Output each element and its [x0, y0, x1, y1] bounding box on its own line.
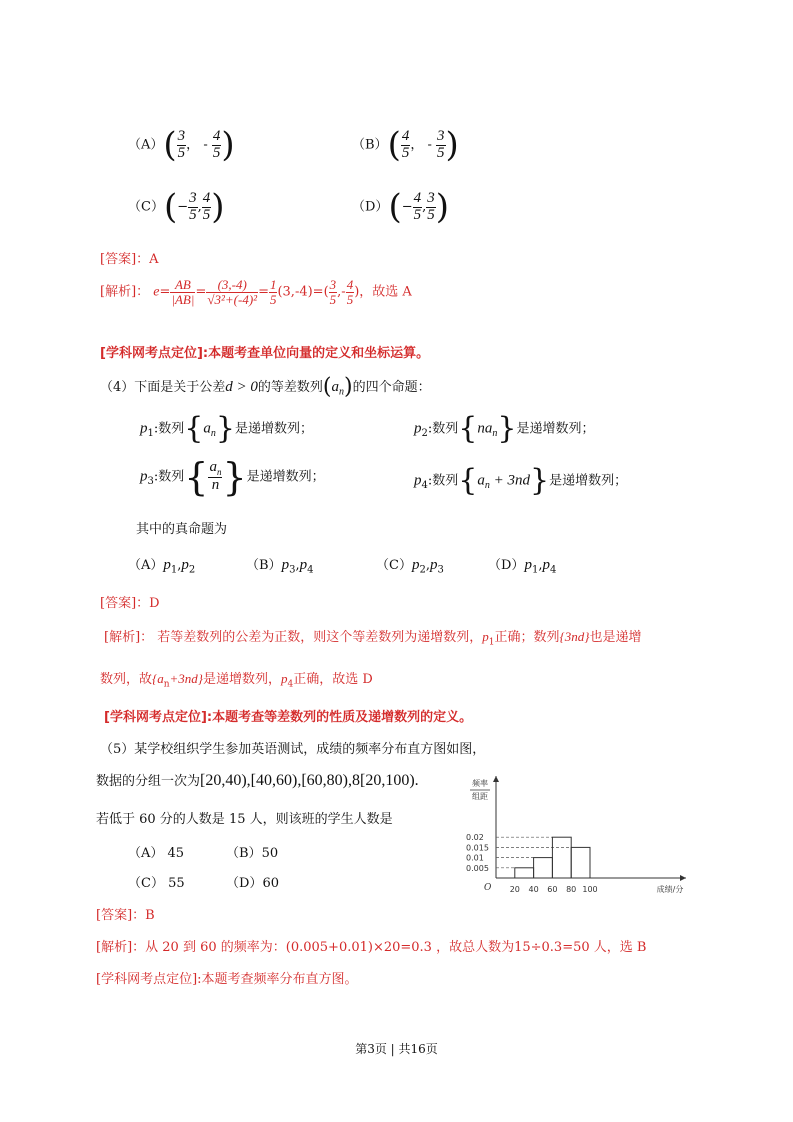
q3-option-b: （B）( $\frac{4}{5}$ ， - $\frac{3}{5}$ )	[352, 125, 459, 165]
q5-option-b: （B）50	[226, 846, 279, 861]
q4-analysis-line1: [解析]： 若等差数列的公差为正数，则这个等差数列为递增数列，$p_1$正确；数列{3nd}也是递增	[104, 629, 642, 648]
y-label-top: 频率	[472, 779, 488, 788]
q4-option-d: $(D)p_1,p_4$	[488, 557, 557, 576]
q4-option-a: $(A)p_1,p_2$	[128, 557, 196, 576]
x-axis-label: 成绩/分	[656, 885, 684, 894]
q3-option-c: （C）(− $\frac{3}{5}$ , $\frac{4}{5}$ )	[128, 187, 225, 227]
histogram-bar	[534, 858, 553, 878]
x-tick-label: 80	[566, 885, 577, 894]
q4-p1: $p_1$:数列$\{a_n\}$是递增数列；	[140, 411, 313, 446]
histogram-bar	[515, 868, 534, 878]
origin-label: O	[484, 883, 492, 893]
page-footer: 第3页 | 共16页	[355, 1042, 438, 1056]
q4-answer: [答案]：D	[100, 596, 160, 611]
q4-analysis-line2: 数列，故$\{a_n+3nd\}$是递增数列，$p_4$正确，故选 D	[100, 671, 373, 690]
q3-analysis: [解析]： e= $\frac{AB}{|AB|}$ = $\frac{(3,-4)}{\text{√3²+(-4)²}}$ = $\frac{1}{5}$ (3,-4)=( $\frac{3}{5}$ ,- $\frac{4}{5}$ )，故选 A	[100, 277, 412, 307]
y-label-bottom: 组距	[472, 792, 488, 801]
q5-analysis: [解析]：从 20 到 60 的频率为：(0.005+0.01)×20=0.3 ，故总人数为15÷0.3=50 人，选 B	[96, 940, 647, 955]
q5-option-a: （A） 45	[128, 846, 185, 861]
q5-position: [学科网考点定位]:本题考查频率分布直方图。	[96, 972, 358, 987]
x-tick-label: 100	[582, 885, 598, 894]
q5-answer: [答案]：B	[96, 908, 155, 923]
q4-p3: $p_3$:数列{ $\frac{a_n}{n}$ }是递增数列；	[140, 455, 325, 499]
y-tick-label: 0.005	[466, 863, 489, 873]
y-axis-arrow	[493, 776, 499, 782]
x-axis-arrow	[680, 875, 686, 881]
x-tick-label: 40	[528, 885, 539, 894]
q3-option-a: （A）( $\frac{3}{5}$ ， - $\frac{4}{5}$ )	[128, 125, 235, 165]
q5-stem-2: 数据的分组一次为[20,40),[40,60),[60,80),8[20,100).	[96, 772, 419, 789]
y-tick-label: 0.02	[466, 833, 484, 843]
q5-option-d: （D）60	[226, 876, 279, 891]
q4-option-b: $(B)p_3,p_4$	[246, 557, 314, 576]
histogram-bar	[552, 837, 571, 878]
q4-stem: （4）下面是关于公差d > 0的等差数列$(a_n)$的四个命题：	[100, 374, 431, 400]
q3-option-d: （D）(− $\frac{4}{5}$ , $\frac{3}{5}$ )	[352, 187, 450, 227]
q3-position: [学科网考点定位]:本题考查单位向量的定义和坐标运算。	[100, 346, 430, 361]
q5-stem-3: 若低于 60 分的人数是 15 人，则该班的学生人数是	[96, 812, 393, 827]
histogram-bar	[571, 847, 590, 878]
frequency-histogram	[460, 772, 710, 912]
x-tick-label: 60	[547, 885, 558, 894]
q4-true-stem: 其中的真命题为	[136, 522, 228, 537]
q4-p4: $p_4$:数列$\{a_n + 3nd\}$是递增数列；	[414, 463, 628, 498]
q4-position: [学科网考点定位]:本题考查等差数列的性质及递增数列的定义。	[104, 710, 473, 725]
q4-option-c: $(C)p_2,p_3$	[376, 557, 444, 576]
x-tick-label: 20	[509, 885, 520, 894]
q5-stem-1: （5）某学校组织学生参加英语测试，成绩的频率分布直方图如图，	[100, 742, 486, 757]
y-tick-label: 0.01	[466, 853, 484, 863]
q3-answer: [答案]：A	[100, 252, 159, 267]
y-tick-label: 0.015	[466, 843, 489, 853]
q4-p2: $p_2$:数列$\{na_n\}$是递增数列；	[414, 411, 595, 446]
q5-option-c: （C） 55	[128, 876, 185, 891]
